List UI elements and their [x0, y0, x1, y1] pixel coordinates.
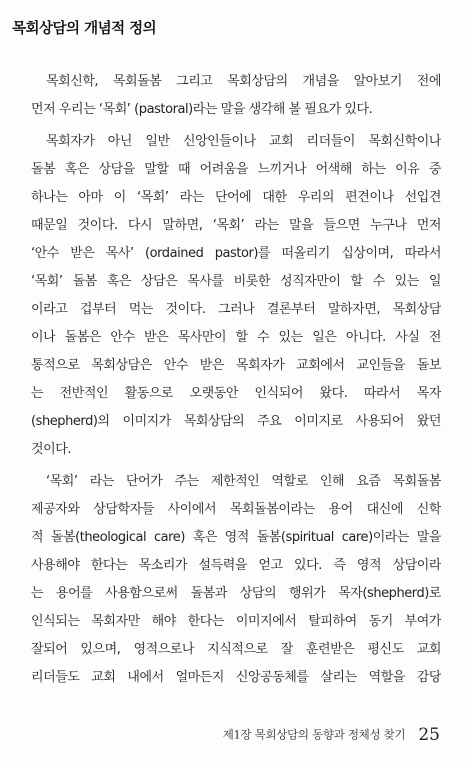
- text-line: 적 돌봄(theological care) 혹은 영적 돌봄(spiritual care)이라는 말을: [31, 530, 441, 545]
- text-line: 리더들도 교회 내에서 얼마든지 신앙공동체를 살리는 역할을 감당: [31, 670, 441, 685]
- text-line: 돌봄 혹은 상담을 말할 때 어려움을 느끼거나 어색해 하는 이유 중: [31, 162, 441, 177]
- paragraph-1: [31, 68, 441, 124]
- text-line: 는 용어를 사용함으로써 돌봄과 상담의 행위가 목자(shepherd)로: [31, 586, 441, 601]
- page-footer: [0, 724, 440, 745]
- text-line: 하나는 아마 이 ‘목회’ 라는 단어에 대한 우리의 편견이나 선입견: [31, 190, 441, 205]
- page-number: 25: [418, 724, 440, 745]
- text-line: 제공자와 상담학자들 사이에서 목회돌봄이라는 용어 대신에 신학: [31, 502, 441, 517]
- text-line: 사용해야 한다는 목소리가 설득력을 얻고 있다. 즉 영적 상담이라: [31, 558, 441, 573]
- paragraph-2: [31, 128, 441, 464]
- text-line: 이나 돌봄은 안수 받은 목사만이 할 수 있는 일은 아니다. 사실 전: [31, 330, 441, 345]
- text-line: 때문일 것이다. 다시 말하면, ‘목회’ 라는 말을 들으면 누구나 먼저: [31, 218, 441, 233]
- text-line: 먼저 우리는 ‘목회’ (pastoral)라는 말을 생각해 볼 필요가 있다.: [31, 102, 373, 117]
- running-footer-chapter: 제1장 목회상담의 동향과 정체성 찾기: [222, 727, 406, 742]
- text-line: (shepherd)의 이미지가 목회상담의 주요 이미지로 사용되어 왔던: [31, 414, 441, 429]
- text-line: 이라고 겁부터 먹는 것이다. 그러나 결론부터 말하자면, 목회상담: [31, 302, 441, 317]
- section-heading: 목회상담의 개념적 정의: [12, 21, 157, 37]
- text-line: 인식되는 목회자만 해야 한다는 이미지에서 탈피하여 동기 부여가: [31, 614, 441, 629]
- text-line: ‘안수 받은 목사’ (ordained pastor)를 떠올리기 십상이며, 따라서: [31, 246, 441, 261]
- text-line: 목회신학, 목회돌봄 그리고 목회상담의 개념을 알아보기 전에: [46, 74, 441, 89]
- text-line: 잘되어 있으며, 영적으로나 지식적으로 잘 훈련받은 평신도 교회: [31, 642, 441, 657]
- body-text: [31, 68, 441, 692]
- text-line: ‘목회’ 라는 단어가 주는 제한적인 역할로 인해 요즘 목회돌봄: [46, 474, 441, 489]
- text-line: 는 전반적인 활동으로 오랫동안 인식되어 왔다. 따라서 목자: [31, 386, 441, 401]
- text-line: 것이다.: [31, 442, 72, 457]
- text-line: ‘목회’ 돌봄 혹은 상담은 목사를 비롯한 성직자만이 할 수 있는 일: [31, 274, 441, 289]
- text-line: 통적으로 목회상담은 안수 받은 목회자가 교회에서 교인들을 돌보: [31, 358, 441, 373]
- text-line: 목회자가 아닌 일반 신앙인들이나 교회 리더들이 목회신학이나: [46, 134, 441, 149]
- paragraph-3: [31, 468, 441, 692]
